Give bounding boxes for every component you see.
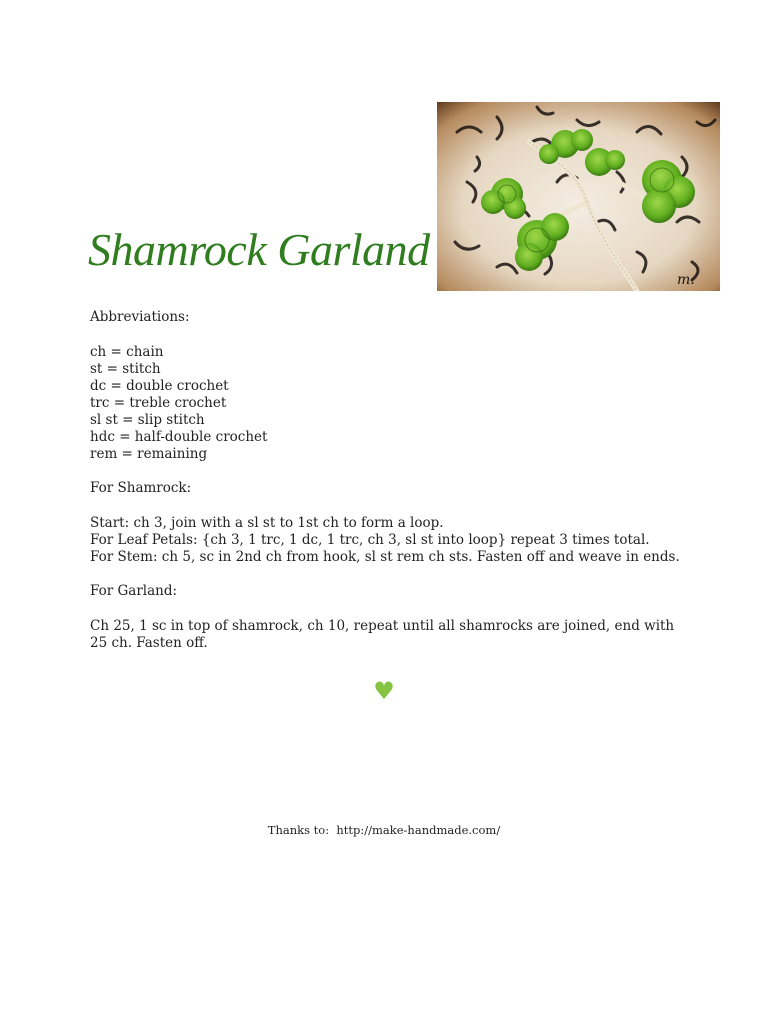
shamrock-step: Start: ch 3, join with a sl st to 1st ch to form a loop. [90,515,444,531]
abbreviation-item: dc = double crochet [90,378,229,394]
page-title: Shamrock Garland [88,224,430,275]
abbreviation-item: ch = chain [90,344,164,360]
pattern-instructions [90,309,690,652]
garland-heading: For Garland: [90,583,178,599]
shamrock-garland-photo [437,102,720,291]
heart-icon: ♥ [373,677,395,705]
shamrock-step: For Stem: ch 5, sc in 2nd ch from hook, sl st rem ch sts. Fasten off and weave in ends. [90,549,680,565]
photo-watermark: m. [677,272,695,288]
abbreviation-item: st = stitch [90,361,161,377]
shamrock-heading: For Shamrock: [90,480,192,496]
abbreviation-item: rem = remaining [90,446,208,462]
garland-instructions: Ch 25, 1 sc in top of shamrock, ch 10, repeat until all shamrocks are joined, end with 25 ch. Fasten off. [90,618,675,651]
abbreviations-heading: Abbreviations: [90,309,190,325]
shamrock-step: For Leaf Petals: {ch 3, 1 trc, 1 dc, 1 trc, ch 3, sl st into loop} repeat 3 times total. [90,532,650,548]
abbreviation-item: hdc = half-double crochet [90,429,268,445]
abbreviation-item: trc = treble crochet [90,395,227,411]
credit-line: Thanks to: http://make-handmade.com/ [267,823,501,837]
abbreviation-item: sl st = slip stitch [90,412,205,428]
